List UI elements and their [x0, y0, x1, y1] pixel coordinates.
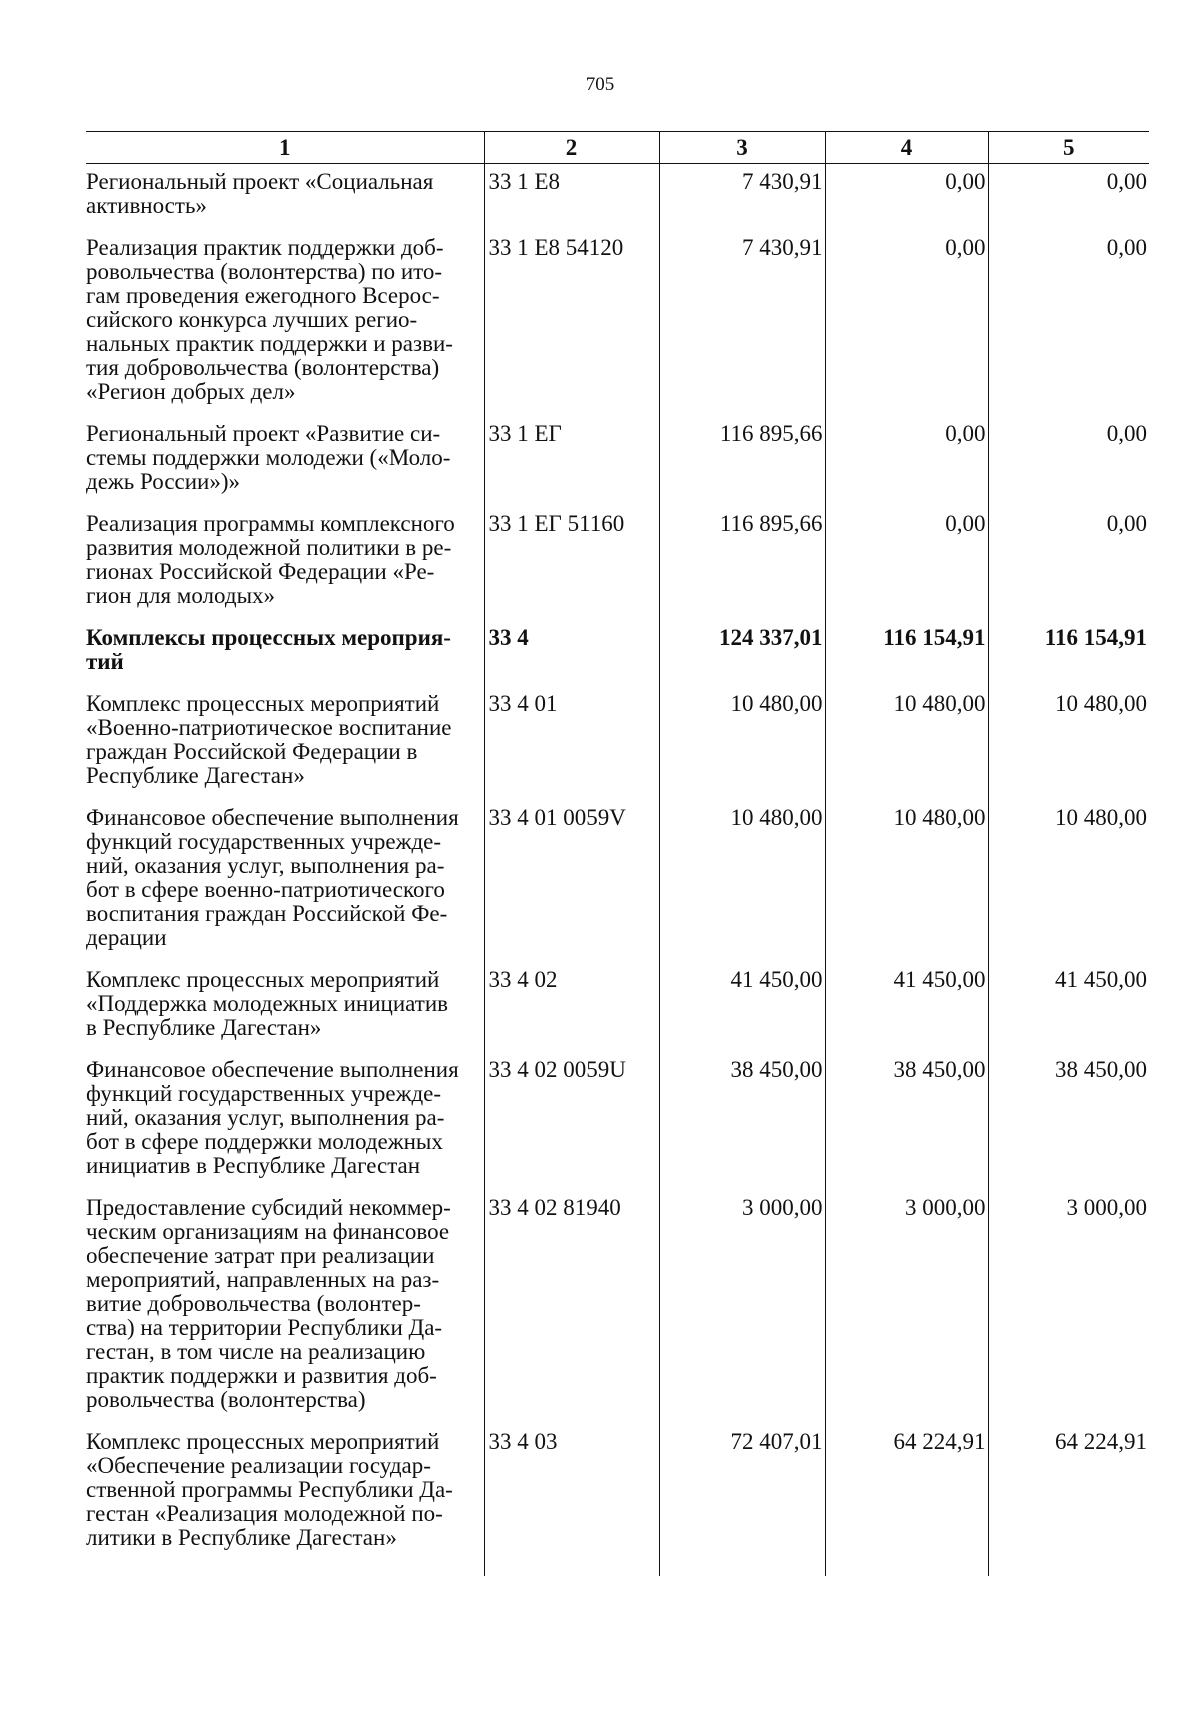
row-name-line: дерации: [86, 925, 167, 950]
row-name-line: Реализация практик поддержки доб-: [86, 235, 444, 260]
table-row: [86, 1190, 1149, 1424]
row-name-line: активность»: [86, 193, 207, 218]
table-row: [86, 800, 1149, 962]
row-name-line: бот в сфере военно-патриотического: [86, 877, 445, 902]
row-value-4: 0,00: [825, 164, 988, 231]
page-number: 705: [585, 74, 615, 95]
row-name-cell: [86, 164, 484, 231]
column-header-1: 1: [86, 132, 484, 164]
row-name-line: ний, оказания услуг, выполнения ра-: [86, 853, 445, 878]
row-code-cell: 33 4: [484, 620, 659, 686]
row-code-cell: 33 1 E8: [484, 164, 659, 231]
row-value-3: 41 450,00: [659, 962, 825, 1052]
row-name-line: литики в Республике Дагестан»: [86, 1525, 397, 1550]
table-row: [86, 686, 1149, 800]
row-name-line: Региональный проект «Социальная: [86, 169, 434, 194]
row-value-4: 38 450,00: [825, 1052, 988, 1190]
row-code-cell: 33 4 02: [484, 962, 659, 1052]
row-name-line: «Поддержка молодежных инициатив: [86, 991, 448, 1016]
row-name-cell: [86, 686, 484, 800]
table-row: [86, 1052, 1149, 1190]
row-name-line: гионах Российской Федерации «Ре-: [86, 559, 435, 584]
row-code-cell: 33 4 03: [484, 1424, 659, 1576]
table-row: [86, 1424, 1149, 1576]
row-name-line: граждан Российской Федерации в: [86, 739, 418, 764]
row-name-line: гестан «Реализация молодежной по-: [86, 1501, 443, 1526]
row-name-line: Комплекс процессных мероприятий: [86, 967, 440, 992]
row-name-cell: [86, 962, 484, 1052]
row-value-4: 41 450,00: [825, 962, 988, 1052]
row-value-4: 0,00: [825, 506, 988, 620]
row-value-5: 116 154,91: [988, 620, 1149, 686]
row-name-line: функций государственных учрежде-: [86, 1081, 442, 1106]
row-name-line: Предоставление субсидий некоммер-: [86, 1195, 451, 1220]
row-name-line: Комплекс процессных мероприятий: [86, 1429, 440, 1454]
column-header-4: 4: [825, 132, 988, 164]
row-code-cell: 33 4 02 81940: [484, 1190, 659, 1424]
row-code-cell: 33 1 E8 54120: [484, 230, 659, 416]
row-value-5: 64 224,91: [988, 1424, 1149, 1576]
table-row: [86, 230, 1149, 416]
row-name-line: обеспечение затрат при реализации: [86, 1243, 435, 1268]
row-value-5: 41 450,00: [988, 962, 1149, 1052]
table-row: [86, 416, 1149, 506]
row-name-line: тия добровольчества (волонтерства): [86, 355, 440, 380]
row-name-line: ства) на территории Республики Да-: [86, 1315, 443, 1340]
row-name-line: «Военно-патриотическое воспитание: [86, 715, 452, 740]
row-value-5: 0,00: [988, 164, 1149, 231]
row-name-cell: [86, 620, 484, 686]
row-code-cell: 33 1 ЕГ: [484, 416, 659, 506]
table-row: [86, 164, 1149, 231]
column-header-2: 2: [484, 132, 659, 164]
row-value-3: 7 430,91: [659, 230, 825, 416]
row-name-line: ческим организациям на финансовое: [86, 1219, 450, 1244]
row-name-line: дежь России»)»: [86, 469, 241, 494]
row-name-line: воспитания граждан Российской Фе-: [86, 901, 448, 926]
table-row: [86, 506, 1149, 620]
row-name-cell: [86, 1190, 484, 1424]
row-code-cell: 33 4 02 0059U: [484, 1052, 659, 1190]
row-value-5: 0,00: [988, 230, 1149, 416]
row-value-3: 116 895,66: [659, 416, 825, 506]
row-name-line: «Обеспечение реализации государ-: [86, 1453, 431, 1478]
row-code-cell: 33 1 ЕГ 51160: [484, 506, 659, 620]
row-value-5: 10 480,00: [988, 686, 1149, 800]
row-value-3: 10 480,00: [659, 800, 825, 962]
row-value-4: 3 000,00: [825, 1190, 988, 1424]
row-value-5: 10 480,00: [988, 800, 1149, 962]
row-value-3: 3 000,00: [659, 1190, 825, 1424]
row-name-line: ний, оказания услуг, выполнения ра-: [86, 1105, 445, 1130]
row-name-line: гам проведения ежегодного Всерос-: [86, 283, 440, 308]
row-name-line: «Регион добрых дел»: [86, 379, 296, 404]
row-value-4: 64 224,91: [825, 1424, 988, 1576]
row-name-line: Республике Дагестан»: [86, 763, 305, 788]
row-name-line: витие добровольчества (волонтер-: [86, 1291, 421, 1316]
row-name-line: мероприятий, направленных на раз-: [86, 1267, 440, 1292]
row-name-line: Финансовое обеспечение выполнения: [86, 805, 459, 830]
row-name-line: Финансовое обеспечение выполнения: [86, 1057, 459, 1082]
row-code-cell: 33 4 01 0059V: [484, 800, 659, 962]
budget-table: [86, 131, 1149, 1576]
table-row: [86, 962, 1149, 1052]
row-value-5: 0,00: [988, 416, 1149, 506]
row-name-cell: [86, 230, 484, 416]
row-name-line: гион для молодых»: [86, 583, 276, 608]
row-value-4: 0,00: [825, 230, 988, 416]
row-value-3: 72 407,01: [659, 1424, 825, 1576]
row-value-4: 0,00: [825, 416, 988, 506]
row-name-line: бот в сфере поддержки молодежных: [86, 1129, 443, 1154]
row-name-line: нальных практик поддержки и разви-: [86, 331, 453, 356]
row-value-5: 38 450,00: [988, 1052, 1149, 1190]
row-value-5: 0,00: [988, 506, 1149, 620]
table-row: [86, 620, 1149, 686]
table-body: [86, 164, 1149, 1577]
row-name-line: Комплексы процессных мероприя-: [86, 625, 451, 650]
row-name-line: функций государственных учрежде-: [86, 829, 442, 854]
row-name-line: сийского конкурса лучших регио-: [86, 307, 418, 332]
row-name-line: ственной программы Республики Да-: [86, 1477, 453, 1502]
row-name-cell: [86, 1052, 484, 1190]
row-value-3: 116 895,66: [659, 506, 825, 620]
row-name-line: тий: [86, 649, 124, 674]
row-value-3: 10 480,00: [659, 686, 825, 800]
row-code-cell: 33 4 01: [484, 686, 659, 800]
column-header-3: 3: [659, 132, 825, 164]
table-header-row: [86, 132, 1149, 164]
row-name-cell: [86, 800, 484, 962]
row-name-cell: [86, 1424, 484, 1576]
row-name-line: гестан, в том числе на реализацию: [86, 1339, 426, 1364]
row-name-line: Комплекс процессных мероприятий: [86, 691, 440, 716]
row-name-line: Реализация программы комплексного: [86, 511, 455, 536]
row-name-cell: [86, 506, 484, 620]
row-name-line: ровольчества (волонтерства) по ито-: [86, 259, 443, 284]
row-value-4: 116 154,91: [825, 620, 988, 686]
row-name-cell: [86, 416, 484, 506]
row-value-4: 10 480,00: [825, 686, 988, 800]
row-value-3: 7 430,91: [659, 164, 825, 231]
row-name-line: стемы поддержки молодежи («Моло-: [86, 445, 451, 470]
row-value-3: 124 337,01: [659, 620, 825, 686]
row-value-4: 10 480,00: [825, 800, 988, 962]
row-name-line: Региональный проект «Развитие си-: [86, 421, 441, 446]
row-name-line: практик поддержки и развития доб-: [86, 1363, 437, 1388]
row-name-line: инициатив в Республике Дагестан: [86, 1153, 421, 1178]
row-name-line: развития молодежной политики в ре-: [86, 535, 452, 560]
row-value-3: 38 450,00: [659, 1052, 825, 1190]
row-name-line: в Республике Дагестан»: [86, 1015, 322, 1040]
row-name-line: ровольчества (волонтерства): [86, 1387, 366, 1412]
column-header-5: 5: [988, 132, 1149, 164]
row-value-5: 3 000,00: [988, 1190, 1149, 1424]
